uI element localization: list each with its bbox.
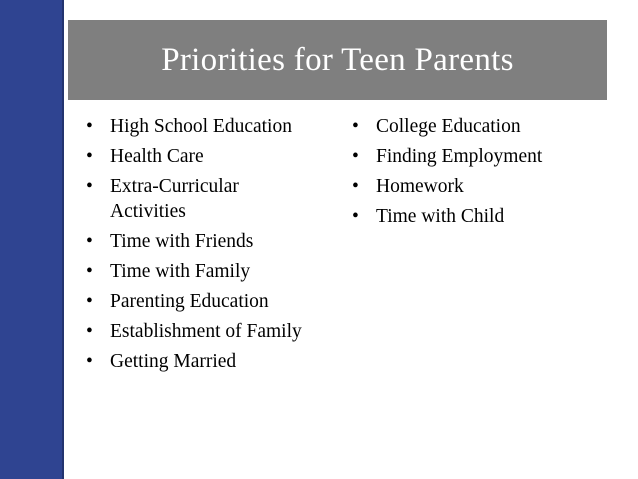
bullet-icon: • <box>352 176 359 197</box>
bullet-text: College Education <box>376 116 521 137</box>
list-item <box>86 349 336 374</box>
bullet-text: Finding Employment <box>376 146 543 167</box>
list-item <box>86 114 336 139</box>
bullet-icon: • <box>86 351 93 372</box>
left-accent-bar-edge <box>62 0 64 479</box>
slide-title: Priorities for Teen Parents <box>161 41 514 78</box>
bullet-text: Getting Married <box>110 351 237 372</box>
bullet-icon: • <box>86 261 93 282</box>
bullet-text: High School Education <box>110 116 292 137</box>
bullet-text: Homework <box>376 176 464 197</box>
list-item <box>86 319 310 344</box>
bullet-text: Extra-Curricular Activities <box>110 176 239 222</box>
bullet-text: Time with Child <box>376 206 505 227</box>
list-item <box>352 144 614 169</box>
list-item <box>86 174 300 224</box>
left-accent-bar <box>0 0 64 479</box>
bullet-text: Health Care <box>110 146 204 167</box>
bullet-text: Establishment of Family <box>110 321 302 342</box>
bullet-icon: • <box>86 176 93 197</box>
bullet-text: Time with Friends <box>110 231 254 252</box>
list-item <box>86 259 336 284</box>
bullet-icon: • <box>86 116 93 137</box>
list-item <box>86 144 336 169</box>
list-item <box>352 114 614 139</box>
right-bullet-list <box>352 114 614 234</box>
bullet-icon: • <box>352 146 359 167</box>
bullet-text: Time with Family <box>110 261 251 282</box>
bullet-icon: • <box>86 231 93 252</box>
list-item <box>352 174 614 199</box>
bullet-icon: • <box>352 206 359 227</box>
bullet-icon: • <box>86 321 93 342</box>
list-item <box>86 289 336 314</box>
bullet-text: Parenting Education <box>110 291 269 312</box>
bullet-icon: • <box>86 146 93 167</box>
title-band <box>68 20 607 100</box>
bullet-icon: • <box>86 291 93 312</box>
list-item <box>86 229 336 254</box>
left-bullet-list <box>86 114 336 379</box>
bullet-icon: • <box>352 116 359 137</box>
list-item <box>352 204 614 229</box>
